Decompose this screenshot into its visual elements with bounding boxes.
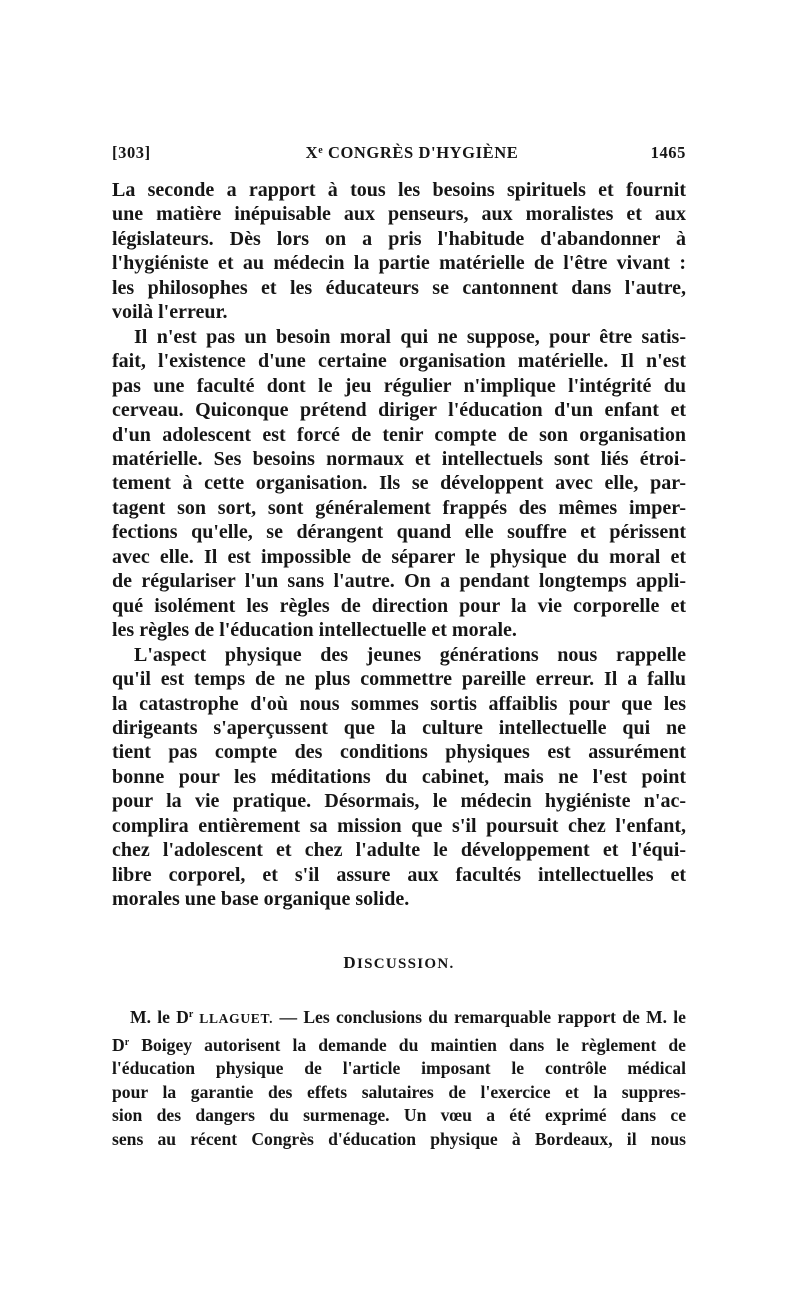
- line2-sup: r: [124, 1036, 130, 1048]
- text-line: pour la garantie des effets salutaires de l'exercice et la suppres-: [112, 1081, 686, 1102]
- text-line: législateurs. Dès lors on a pris l'habitude d'abandonner à: [112, 227, 686, 250]
- body-text: [112, 178, 686, 912]
- line2-rest: Boigey autorisent la demande du maintien dans le règlement de: [129, 1034, 686, 1055]
- page-number: 1465: [650, 143, 686, 162]
- text-line: La seconde a rapport à tous les besoins spirituels et fournit: [112, 179, 686, 201]
- text-line: une matière inépuisable aux penseurs, aux moralistes et aux: [112, 203, 686, 226]
- speaker-name: LLAGUET.: [193, 1011, 274, 1026]
- text-line: morales une base organique solide.: [112, 888, 410, 911]
- text-line: pour la vie pratique. Désormais, le médecin hygiéniste n'ac-: [112, 790, 686, 813]
- text-line: l'hygiéniste et au médecin la partie matérielle de l'être vivant :: [112, 252, 686, 275]
- text-line: bonne pour les méditations du cabinet, mais ne l'est point: [112, 765, 686, 788]
- line2-prefix: D: [112, 1034, 125, 1055]
- text-line: L'aspect physique des jeunes générations nous rappelle: [134, 643, 686, 666]
- text-line: l'éducation physique de l'article imposant le contrôle médical: [112, 1058, 686, 1079]
- paragraph-3: [112, 643, 686, 912]
- text-line: tient pas compte des conditions physiques est assurément: [112, 741, 686, 764]
- text-line: dirigeants s'aperçussent que la culture intellectuelle qui ne: [112, 716, 686, 739]
- text-line: sens au récent Congrès d'éducation physique à Bordeaux, il nous: [112, 1128, 686, 1149]
- running-title-rest: CONGRÈS D'HYGIÈNE: [323, 143, 519, 162]
- text-line: d'un adolescent est forcé de tenir compte de son organisation: [112, 423, 686, 446]
- text-line: complira entièrement sa mission que s'il poursuit chez l'enfant,: [112, 814, 686, 837]
- text-line: la catastrophe d'où nous sommes sortis affaiblis pour que les: [112, 692, 686, 715]
- text-line: sion des dangers du surmenage. Un vœu a été exprimé dans ce: [112, 1105, 686, 1126]
- text-line: fections qu'elle, se dérangent quand elle souffre et périssent: [112, 521, 686, 544]
- text-line: chez l'adolescent et chez l'adulte le développement et l'équi-: [112, 839, 686, 862]
- text-line: les philosophes et les éducateurs se cantonnent dans l'autre,: [112, 276, 686, 299]
- speaker-prefix: M. le D: [130, 1007, 189, 1027]
- section-heading: [112, 953, 686, 973]
- speaker-sup: r: [188, 1009, 194, 1020]
- text-line: avec elle. Il est impossible de séparer le physique du moral et: [112, 545, 686, 568]
- text-line: tement à cette organisation. Ils se développent avec elle, par-: [112, 472, 686, 495]
- text-line: cerveau. Quiconque prétend diriger l'éducation d'un enfant et: [112, 399, 686, 422]
- paragraph-1: [112, 178, 686, 325]
- page-reference: [303]: [112, 143, 151, 162]
- discussion-text: [112, 1003, 686, 1152]
- text-line: pas une faculté dont le jeu régulier n'implique l'intégrité du: [112, 374, 686, 397]
- text-line: tagent son sort, sont généralement frappés des mêmes imper-: [112, 496, 686, 519]
- running-title-sup: e: [318, 145, 324, 156]
- text-line: voilà l'erreur.: [112, 301, 228, 324]
- text-line: de régulariser l'un sans l'autre. On a pendant longtemps appli-: [112, 570, 686, 593]
- speaker-line: [112, 1003, 686, 1031]
- text-line: qu'il est temps de ne plus commettre pareille erreur. Il a fallu: [112, 668, 686, 691]
- text-line: libre corporel, et s'il assure aux facultés intellectuelles et: [112, 863, 686, 886]
- text-line: matérielle. Ses besoins normaux et intellectuels sont liés étroi-: [112, 447, 686, 470]
- text-line: Il n'est pas un besoin moral qui ne suppose, pour être satis-: [134, 325, 686, 348]
- speaker-line-rest: — Les conclusions du remarquable rapport de M. le: [273, 1007, 686, 1027]
- running-header: [112, 143, 686, 165]
- text-line: les règles de l'éducation intellectuelle et morale.: [112, 619, 517, 642]
- text-line: fait, l'existence d'une certaine organisation matérielle. Il n'est: [112, 350, 686, 373]
- text-line: [112, 1031, 686, 1058]
- section-heading-initial: D: [343, 953, 357, 972]
- text-line: qué isolément les règles de direction pour la vie corporelle et: [112, 594, 686, 617]
- section-heading-rest: ISCUSSION.: [356, 956, 455, 972]
- running-title: [306, 143, 519, 163]
- running-title-prefix: X: [305, 143, 319, 162]
- paragraph-2: [112, 325, 686, 643]
